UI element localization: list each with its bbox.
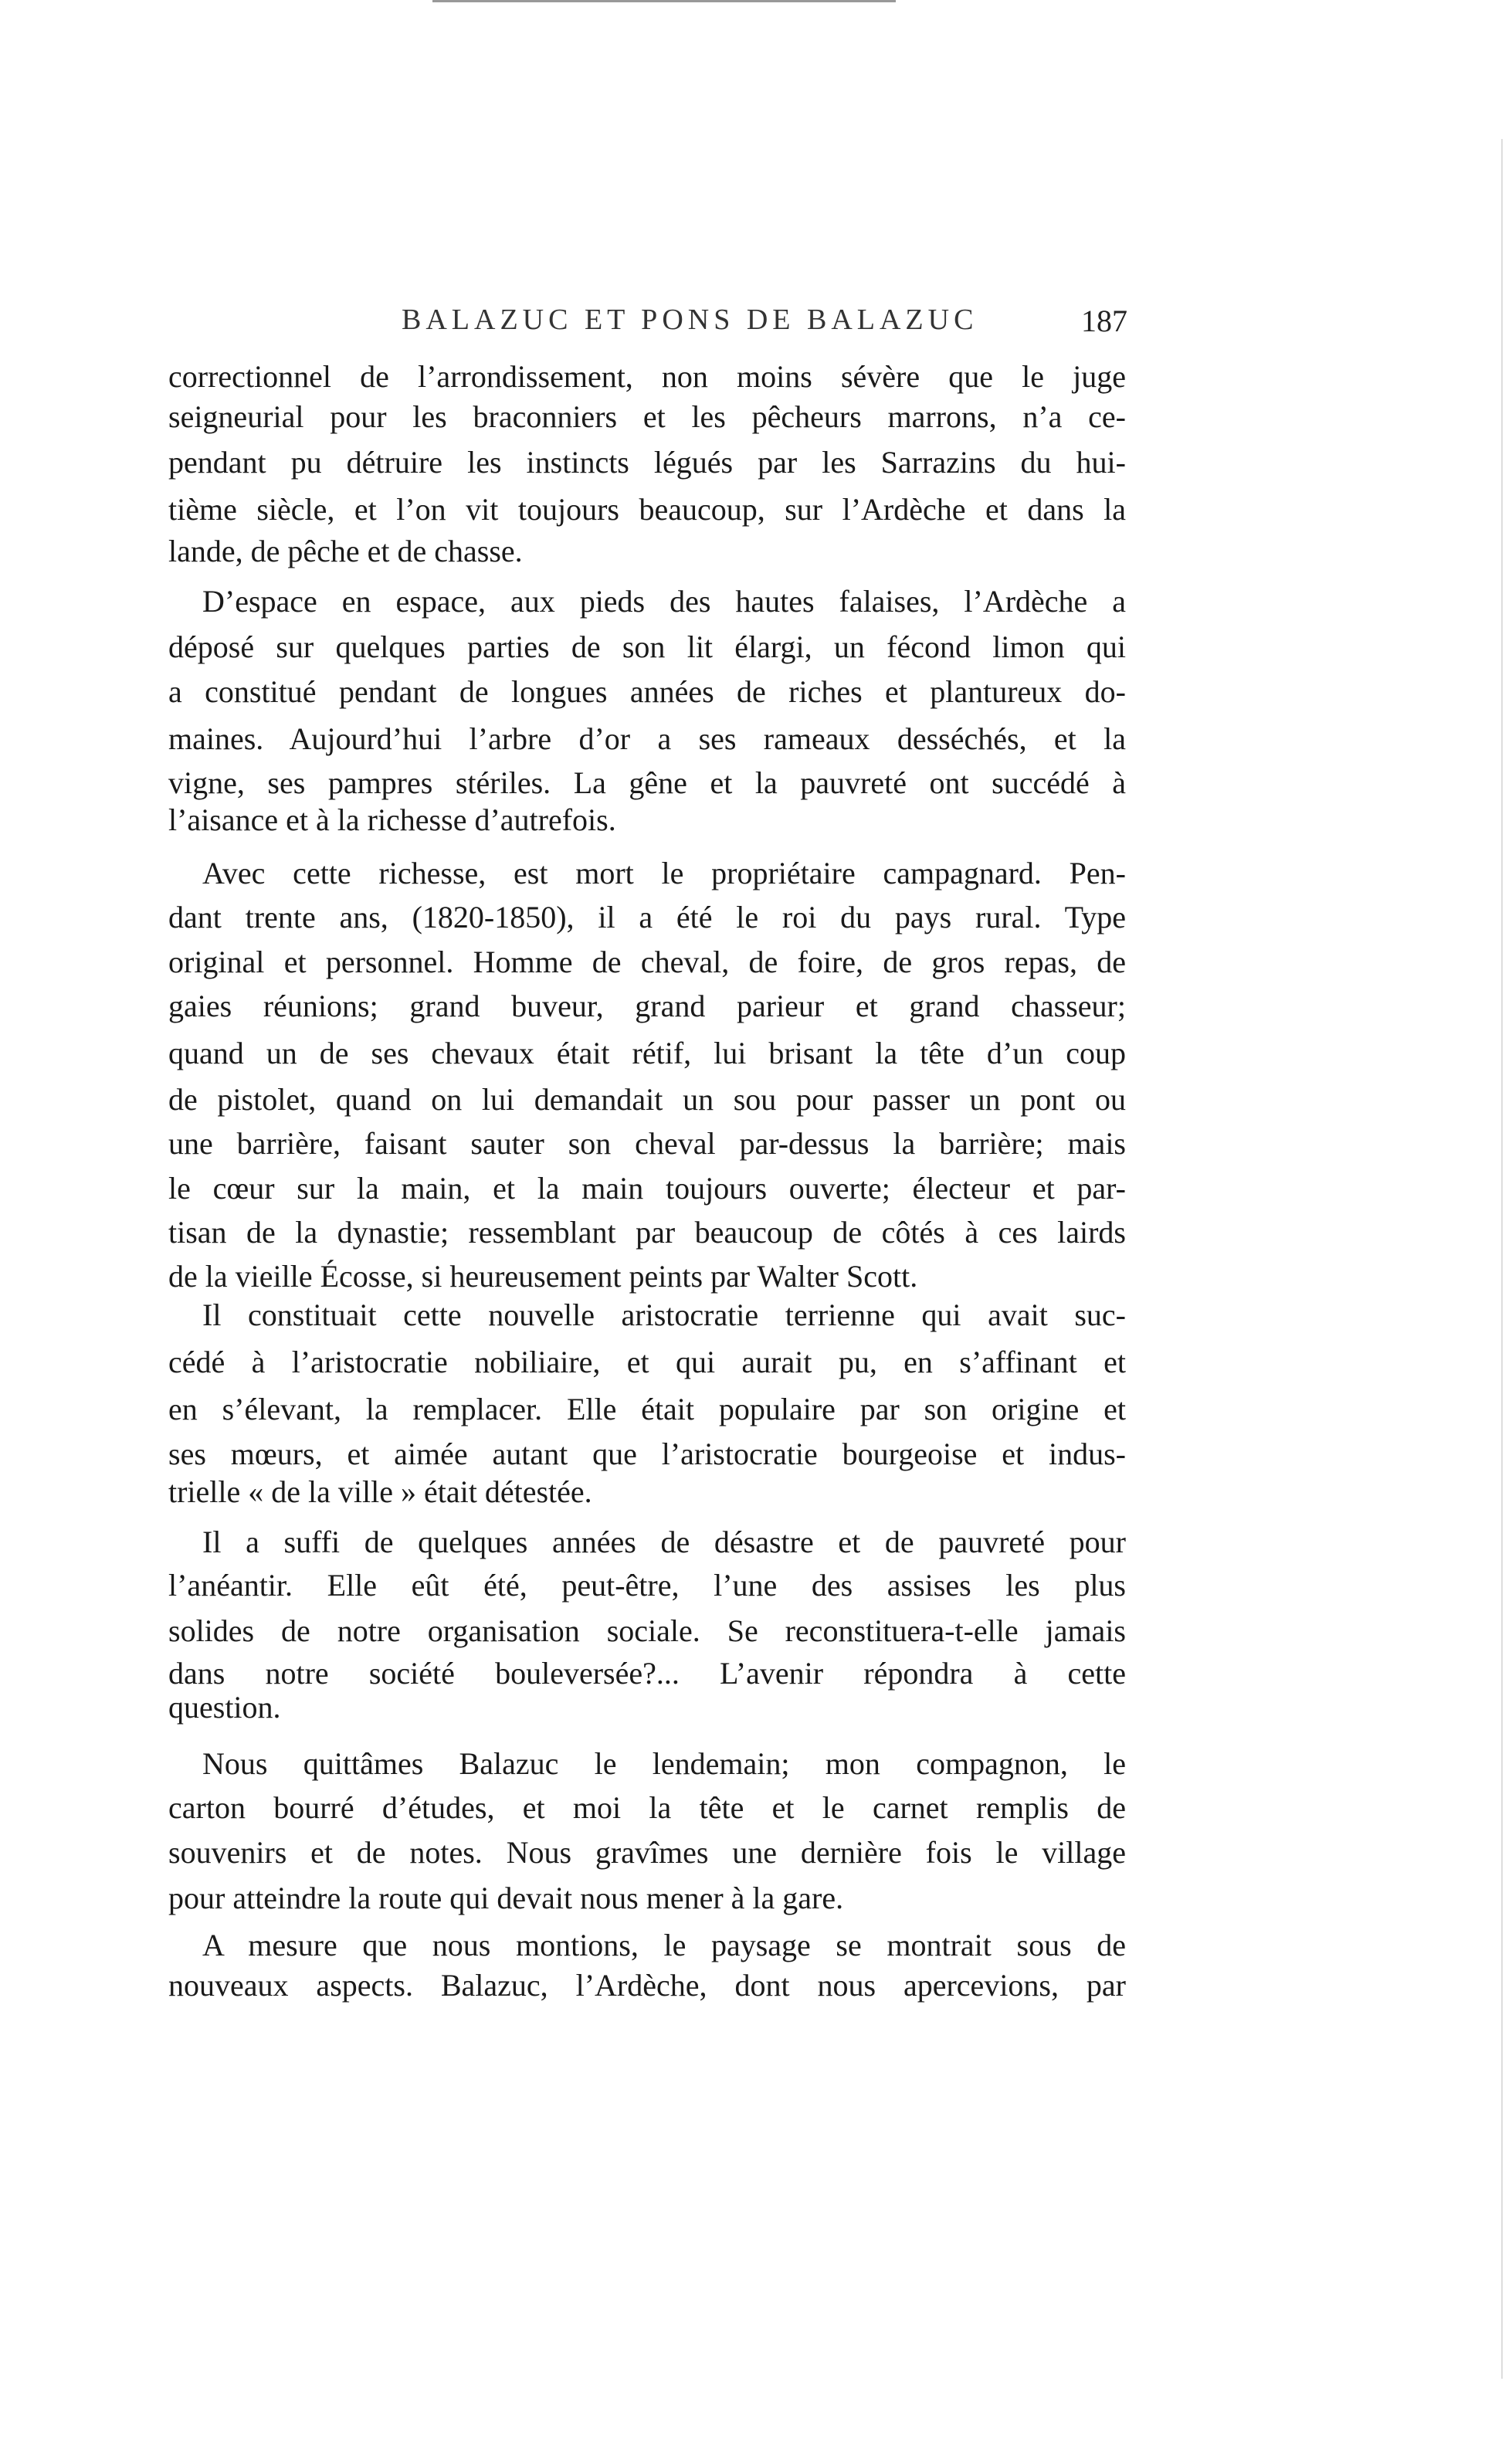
text-line: pour atteindre la route qui devait nous mener à la gare. bbox=[168, 1881, 844, 1915]
text-line: cédé à l’aristocratie nobiliaire, et qui aurait pu, en s’affinant et bbox=[168, 1345, 1126, 1379]
text-line: Avec cette richesse, est mort le propriétaire campagnard. Pen- bbox=[202, 856, 1126, 890]
text-line: de la vieille Écosse, si heureusement peints par Walter Scott. bbox=[168, 1259, 918, 1294]
text-line: de pistolet, quand on lui demandait un sou pour passer un pont ou bbox=[168, 1082, 1126, 1117]
text-line: pendant pu détruire les instincts légués par les Sarrazins du hui- bbox=[168, 445, 1126, 480]
text-line: original et personnel. Homme de cheval, de foire, de gros repas, de bbox=[168, 945, 1126, 979]
text-line: souvenirs et de notes. Nous gravîmes une dernière fois le village bbox=[168, 1835, 1126, 1870]
text-line: correctionnel de l’arrondissement, non moins sévère que le juge bbox=[168, 359, 1126, 394]
text-line: dant trente ans, (1820-1850), il a été le roi du pays rural. Type bbox=[168, 900, 1126, 934]
text-line: tième siècle, et l’on vit toujours beaucoup, sur l’Ardèche et dans la bbox=[168, 492, 1126, 527]
text-line: quand un de ses chevaux était rétif, lui brisant la tête d’un coup bbox=[168, 1036, 1126, 1070]
text-line: déposé sur quelques parties de son lit élargi, un fécond limon qui bbox=[168, 629, 1126, 664]
text-line: vigne, ses pampres stériles. La gêne et la pauvreté ont succédé à bbox=[168, 765, 1126, 800]
text-line: ses mœurs, et aimée autant que l’aristocratie bourgeoise et indus- bbox=[168, 1436, 1126, 1471]
scan-edge-line bbox=[432, 0, 896, 2]
text-line: lande, de pêche et de chasse. bbox=[168, 534, 523, 568]
text-line: seigneurial pour les braconniers et les pêcheurs marrons, n’a ce- bbox=[168, 399, 1126, 434]
text-line: Il a suffi de quelques années de désastre et de pauvreté pour bbox=[202, 1525, 1126, 1559]
text-line: le cœur sur la main, et la main toujours ouverte; électeur et par- bbox=[168, 1171, 1126, 1206]
text-line: solides de notre organisation sociale. Se reconstituera-t-elle jamais bbox=[168, 1613, 1126, 1648]
page-edge-shadow bbox=[1501, 139, 1503, 2379]
running-title: BALAZUC ET PONS DE BALAZUC bbox=[402, 304, 978, 336]
text-line: dans notre société bouleversée?... L’avenir répondra à cette bbox=[168, 1656, 1126, 1691]
text-line: Il constituait cette nouvelle aristocratie terrienne qui avait suc- bbox=[202, 1297, 1126, 1332]
text-line: une barrière, faisant sauter son cheval par-dessus la barrière; mais bbox=[168, 1126, 1126, 1161]
text-line: en s’élevant, la remplacer. Elle était populaire par son origine et bbox=[168, 1392, 1126, 1426]
text-line: l’anéantir. Elle eût été, peut-être, l’une des assises les plus bbox=[168, 1568, 1126, 1603]
text-line: l’aisance et à la richesse d’autrefois. bbox=[168, 802, 616, 837]
text-line: carton bourré d’études, et moi la tête et le carnet remplis de bbox=[168, 1790, 1126, 1825]
text-line: Nous quittâmes Balazuc le lendemain; mon compagnon, le bbox=[202, 1746, 1126, 1781]
text-line: trielle « de la ville » était détestée. bbox=[168, 1474, 592, 1509]
text-line: maines. Aujourd’hui l’arbre d’or a ses rameaux desséchés, et la bbox=[168, 721, 1126, 756]
text-line: a constitué pendant de longues années de riches et plantureux do- bbox=[168, 674, 1126, 709]
page-number: 187 bbox=[1081, 304, 1127, 338]
text-line: question. bbox=[168, 1690, 281, 1725]
text-line: tisan de la dynastie; ressemblant par beaucoup de côtés à ces lairds bbox=[168, 1215, 1126, 1250]
text-line: nouveaux aspects. Balazuc, l’Ardèche, dont nous apercevions, par bbox=[168, 1968, 1126, 2003]
text-line: D’espace en espace, aux pieds des hautes falaises, l’Ardèche a bbox=[202, 584, 1126, 619]
text-line: gaies réunions; grand buveur, grand parieur et grand chasseur; bbox=[168, 989, 1126, 1023]
text-line: A mesure que nous montions, le paysage se montrait sous de bbox=[202, 1928, 1126, 1962]
